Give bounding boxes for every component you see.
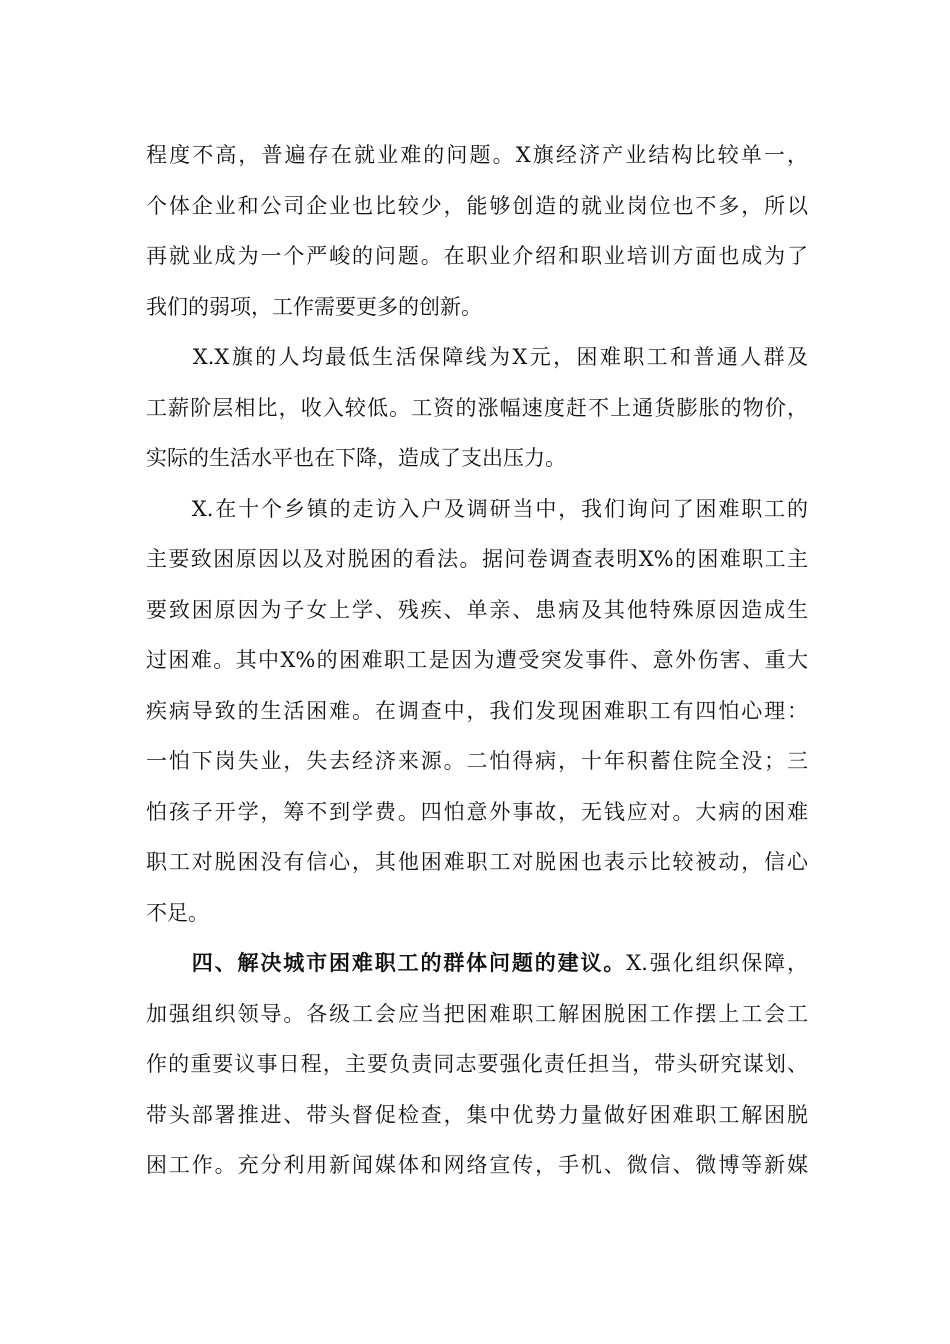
text-line: 加强组织领导。各级工会应当把困难职工解困脱困工作摆上工会工 [146, 1001, 808, 1026]
text-line: 主要致困原因以及对脱困的看法。据问卷调查表明X%的困难职工主 [146, 547, 808, 571]
text-line: 困工作。充分利用新闻媒体和网络宣传，手机、微信、微博等新媒 [146, 1153, 808, 1177]
paragraph [146, 484, 808, 939]
text-line: 要致困原因为子女上学、残疾、单亲、患病及其他特殊原因造成生 [146, 597, 808, 622]
text-line: 工薪阶层相比，收入较低。工资的涨幅速度赶不上通货膨胀的物价， [146, 395, 808, 420]
text-line: 职工对脱困没有信心，其他困难职工对脱困也表示比较被动，信心 [146, 850, 808, 874]
text-line: 个体企业和公司企业也比较少，能够创造的就业岗位也不多，所以 [146, 193, 808, 218]
text-line: X.在十个乡镇的走访入户及调研当中，我们询问了困难职工的 [146, 496, 808, 521]
text-line: 我们的弱项，工作需要更多的创新。 [146, 294, 482, 319]
text-line: 实际的生活水平也在下降，造成了支出压力。 [146, 446, 566, 470]
text-line: 一怕下岗失业，失去经济来源。二怕得病，十年积蓄住院全没；三 [146, 749, 808, 773]
text-line: 不足。 [146, 900, 209, 925]
paragraph [146, 130, 808, 332]
text-line: 过困难。其中X%的困难职工是因为遭受突发事件、意外伤害、重大 [146, 648, 808, 672]
document-body [146, 130, 808, 1191]
text-line: X.X旗的人均最低生活保障线为X元，困难职工和普通人群及 [146, 345, 808, 369]
text-line: 作的重要议事日程，主要负责同志要强化责任担当，带头研究谋划、 [146, 1052, 808, 1076]
text-line: 再就业成为一个严峻的问题。在职业介绍和职业培训方面也成为了 [146, 244, 808, 268]
heading-continuation: X.强化组织保障， [626, 951, 808, 975]
text-line: 怕孩子开学，筹不到学费。四怕意外事故，无钱应对。大病的困难 [146, 799, 808, 824]
text-line: 带头部署推进、带头督促检查，集中优势力量做好困难职工解困脱 [146, 1102, 808, 1127]
text-line: 程度不高，普遍存在就业难的问题。X旗经济产业结构比较单一， [146, 143, 808, 167]
text-line [146, 938, 808, 989]
paragraph [146, 938, 808, 1191]
paragraph [146, 332, 808, 484]
section-heading: 四、解决城市困难职工的群体问题的建议。 [146, 950, 627, 975]
text-line: 疾病导致的生活困难。在调查中，我们发现困难职工有四怕心理： [146, 698, 808, 723]
